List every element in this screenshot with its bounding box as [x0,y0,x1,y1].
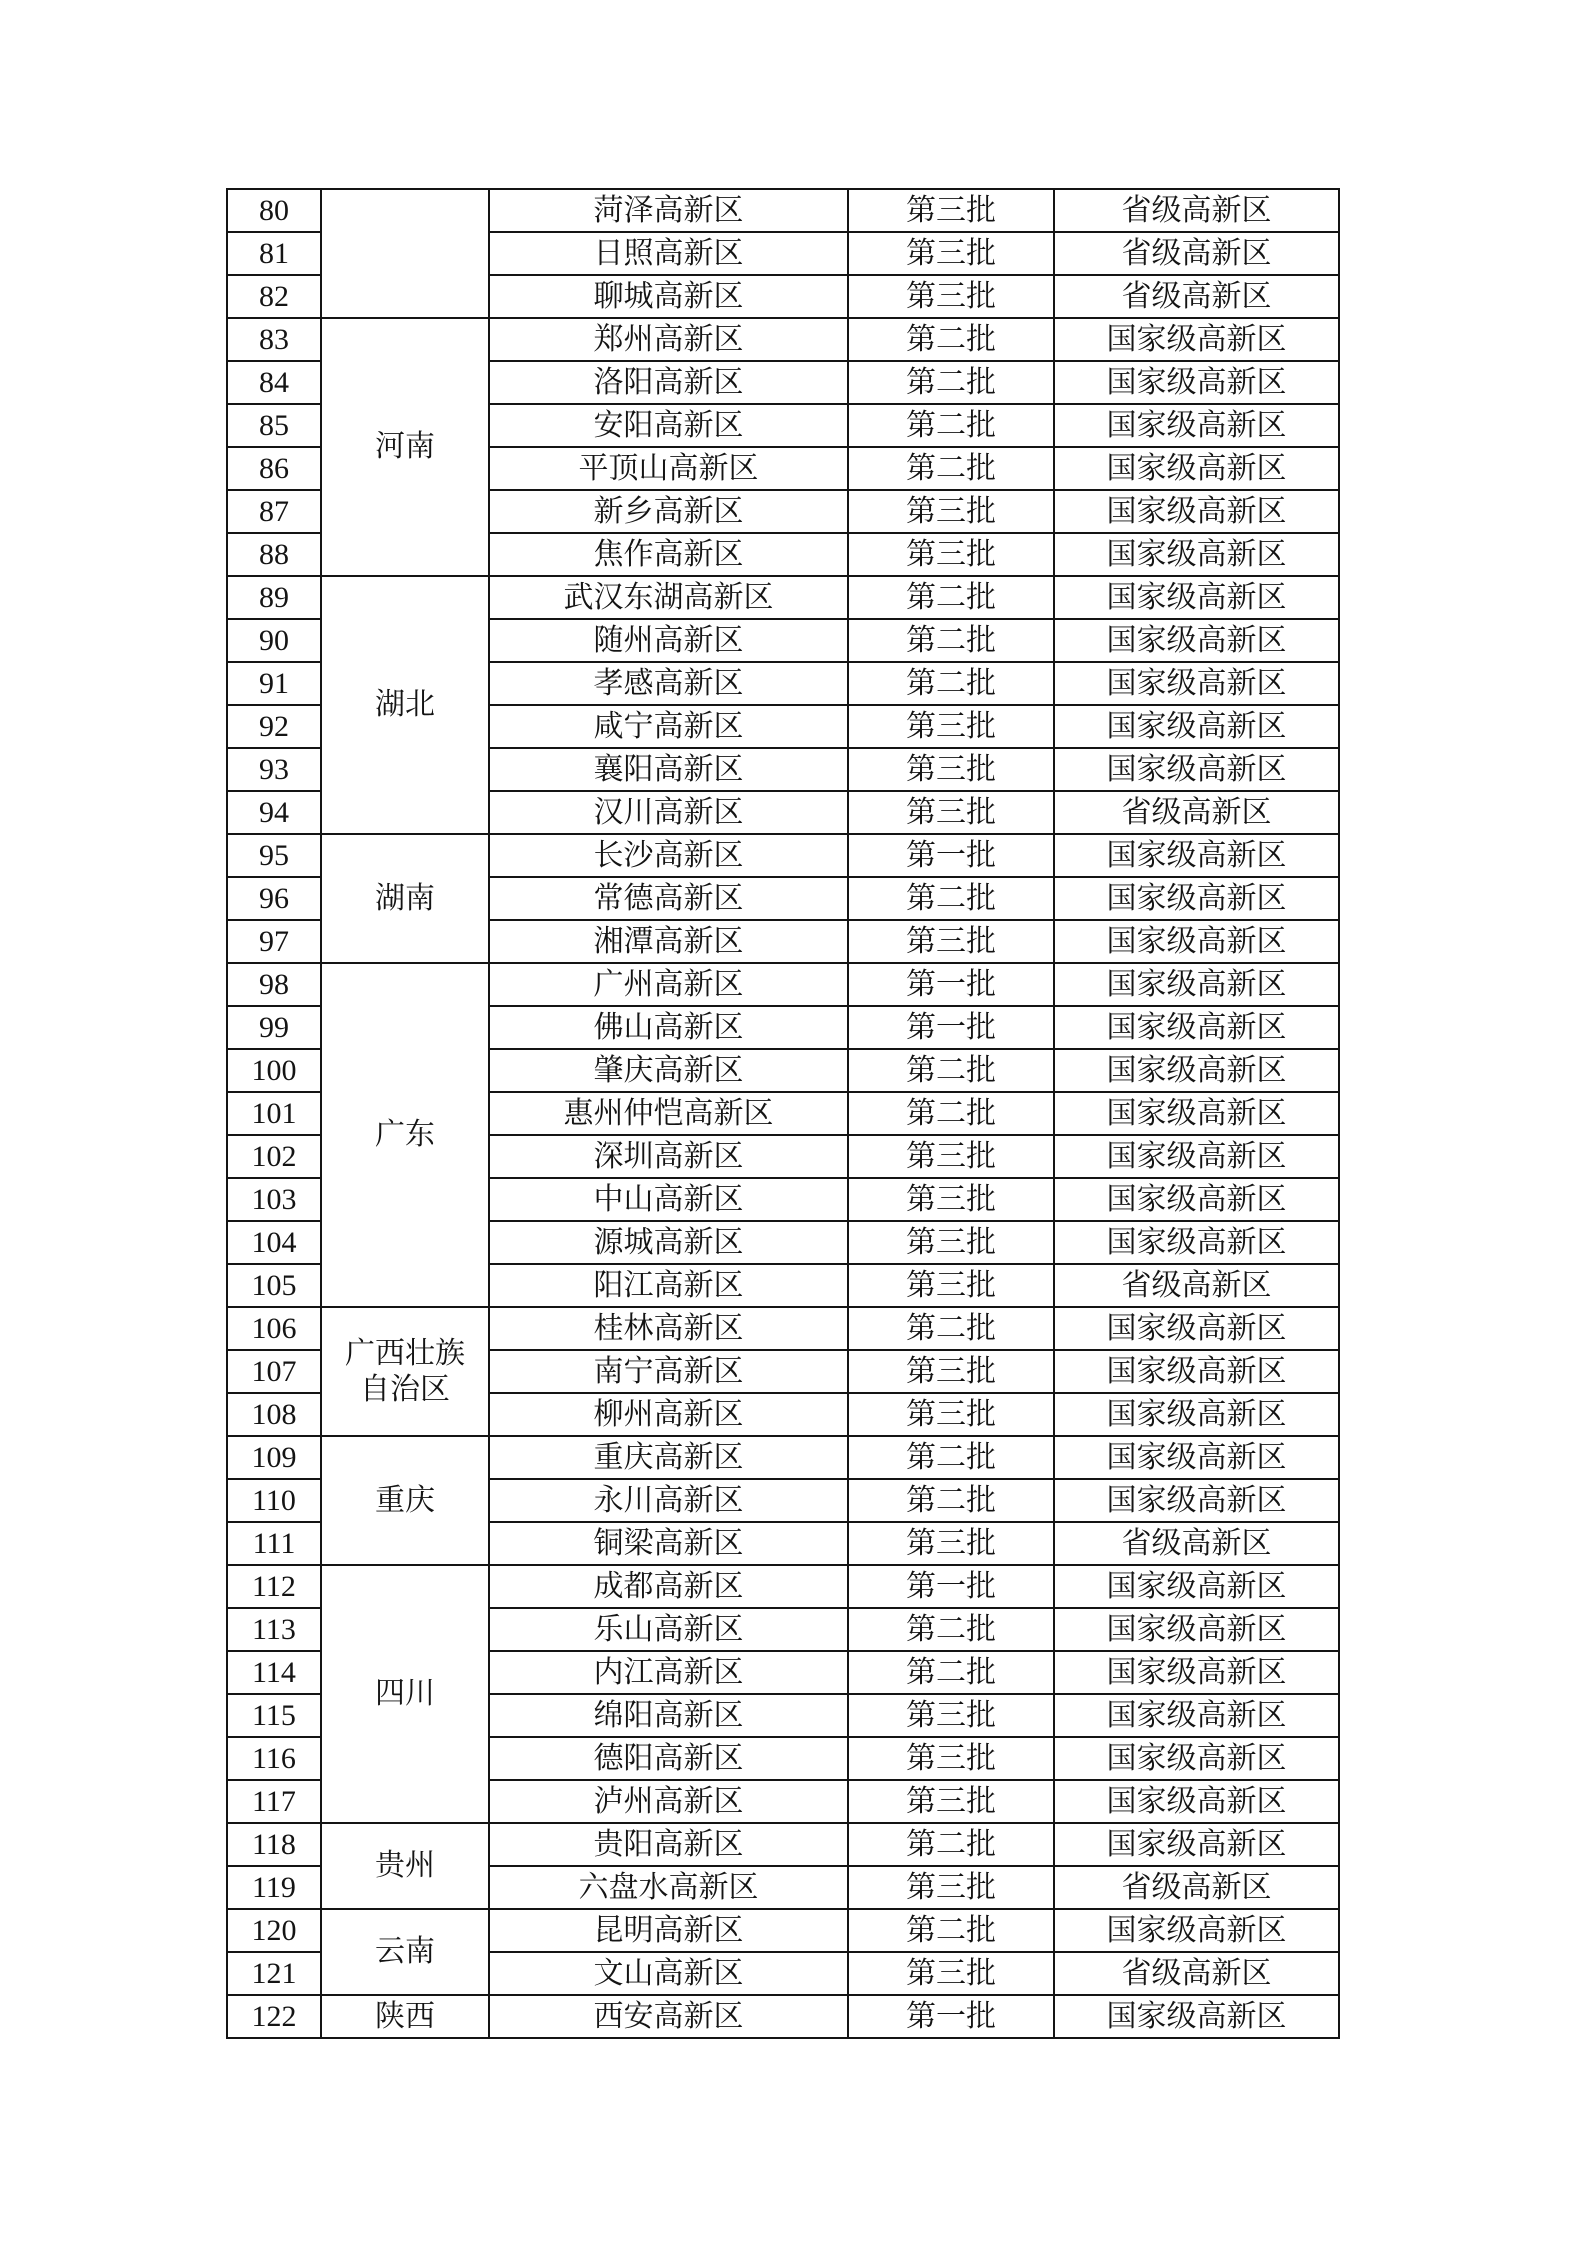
row-number-cell: 111 [227,1522,321,1565]
province-cell [321,189,489,318]
level-cell: 国家级高新区 [1054,1221,1339,1264]
zone-name-cell: 西安高新区 [489,1995,848,2038]
row-number-cell: 85 [227,404,321,447]
row-number-cell: 116 [227,1737,321,1780]
batch-cell: 第二批 [848,361,1054,404]
row-number-cell: 118 [227,1823,321,1866]
zone-name-cell: 随州高新区 [489,619,848,662]
level-cell: 国家级高新区 [1054,1694,1339,1737]
zone-name-cell: 铜梁高新区 [489,1522,848,1565]
zone-name-cell: 成都高新区 [489,1565,848,1608]
batch-cell: 第三批 [848,232,1054,275]
row-number-cell: 88 [227,533,321,576]
level-cell: 省级高新区 [1054,189,1339,232]
batch-cell: 第二批 [848,1049,1054,1092]
zone-name-cell: 深圳高新区 [489,1135,848,1178]
batch-cell: 第二批 [848,576,1054,619]
level-cell: 省级高新区 [1054,275,1339,318]
hightech-zones-table [226,188,1340,2039]
level-cell: 国家级高新区 [1054,1178,1339,1221]
batch-cell: 第二批 [848,1909,1054,1952]
province-cell: 广西壮族自治区 [321,1307,489,1436]
batch-cell: 第二批 [848,404,1054,447]
batch-cell: 第二批 [848,1092,1054,1135]
level-cell: 国家级高新区 [1054,877,1339,920]
zone-name-cell: 源城高新区 [489,1221,848,1264]
level-cell: 国家级高新区 [1054,1006,1339,1049]
zone-name-cell: 内江高新区 [489,1651,848,1694]
table-row [227,1823,1339,1866]
level-cell: 国家级高新区 [1054,1565,1339,1608]
batch-cell: 第二批 [848,877,1054,920]
batch-cell: 第三批 [848,791,1054,834]
zone-name-cell: 日照高新区 [489,232,848,275]
zone-name-cell: 德阳高新区 [489,1737,848,1780]
level-cell: 国家级高新区 [1054,1135,1339,1178]
row-number-cell: 109 [227,1436,321,1479]
province-cell: 陕西 [321,1995,489,2038]
batch-cell: 第二批 [848,447,1054,490]
batch-cell: 第三批 [848,1264,1054,1307]
level-cell: 国家级高新区 [1054,748,1339,791]
row-number-cell: 95 [227,834,321,877]
table-row [227,1995,1339,2038]
row-number-cell: 80 [227,189,321,232]
zone-name-cell: 新乡高新区 [489,490,848,533]
zone-name-cell: 常德高新区 [489,877,848,920]
level-cell: 国家级高新区 [1054,1479,1339,1522]
row-number-cell: 89 [227,576,321,619]
row-number-cell: 112 [227,1565,321,1608]
batch-cell: 第三批 [848,1866,1054,1909]
zone-name-cell: 绵阳高新区 [489,1694,848,1737]
row-number-cell: 87 [227,490,321,533]
row-number-cell: 121 [227,1952,321,1995]
zone-name-cell: 洛阳高新区 [489,361,848,404]
row-number-cell: 83 [227,318,321,361]
zone-name-cell: 肇庆高新区 [489,1049,848,1092]
row-number-cell: 103 [227,1178,321,1221]
level-cell: 国家级高新区 [1054,834,1339,877]
level-cell: 国家级高新区 [1054,1995,1339,2038]
batch-cell: 第三批 [848,275,1054,318]
zone-name-cell: 重庆高新区 [489,1436,848,1479]
row-number-cell: 84 [227,361,321,404]
row-number-cell: 117 [227,1780,321,1823]
zone-name-cell: 汉川高新区 [489,791,848,834]
batch-cell: 第三批 [848,1178,1054,1221]
row-number-cell: 113 [227,1608,321,1651]
level-cell: 国家级高新区 [1054,662,1339,705]
batch-cell: 第二批 [848,1436,1054,1479]
row-number-cell: 107 [227,1350,321,1393]
row-number-cell: 106 [227,1307,321,1350]
level-cell: 国家级高新区 [1054,963,1339,1006]
zone-name-cell: 武汉东湖高新区 [489,576,848,619]
row-number-cell: 102 [227,1135,321,1178]
level-cell: 国家级高新区 [1054,1307,1339,1350]
batch-cell: 第一批 [848,1995,1054,2038]
batch-cell: 第二批 [848,1651,1054,1694]
row-number-cell: 97 [227,920,321,963]
batch-cell: 第二批 [848,1479,1054,1522]
level-cell: 国家级高新区 [1054,576,1339,619]
table-row [227,1909,1339,1952]
zone-name-cell: 湘潭高新区 [489,920,848,963]
zone-name-cell: 乐山高新区 [489,1608,848,1651]
level-cell: 省级高新区 [1054,1522,1339,1565]
level-cell: 国家级高新区 [1054,1651,1339,1694]
zone-name-cell: 郑州高新区 [489,318,848,361]
table-row [227,318,1339,361]
zone-name-cell: 菏泽高新区 [489,189,848,232]
level-cell: 国家级高新区 [1054,1049,1339,1092]
province-cell: 河南 [321,318,489,576]
row-number-cell: 100 [227,1049,321,1092]
level-cell: 国家级高新区 [1054,361,1339,404]
batch-cell: 第三批 [848,533,1054,576]
level-cell: 国家级高新区 [1054,1608,1339,1651]
level-cell: 国家级高新区 [1054,1909,1339,1952]
batch-cell: 第三批 [848,920,1054,963]
zone-name-cell: 咸宁高新区 [489,705,848,748]
level-cell: 国家级高新区 [1054,1393,1339,1436]
row-number-cell: 92 [227,705,321,748]
level-cell: 国家级高新区 [1054,1737,1339,1780]
row-number-cell: 101 [227,1092,321,1135]
province-cell: 贵州 [321,1823,489,1909]
batch-cell: 第三批 [848,1135,1054,1178]
zone-name-cell: 焦作高新区 [489,533,848,576]
zone-name-cell: 广州高新区 [489,963,848,1006]
row-number-cell: 93 [227,748,321,791]
batch-cell: 第三批 [848,1221,1054,1264]
zone-name-cell: 聊城高新区 [489,275,848,318]
row-number-cell: 91 [227,662,321,705]
level-cell: 省级高新区 [1054,1952,1339,1995]
table-row [227,189,1339,232]
level-cell: 国家级高新区 [1054,920,1339,963]
row-number-cell: 81 [227,232,321,275]
zone-name-cell: 惠州仲恺高新区 [489,1092,848,1135]
level-cell: 国家级高新区 [1054,490,1339,533]
batch-cell: 第二批 [848,662,1054,705]
row-number-cell: 98 [227,963,321,1006]
row-number-cell: 82 [227,275,321,318]
zone-name-cell: 昆明高新区 [489,1909,848,1952]
level-cell: 国家级高新区 [1054,404,1339,447]
batch-cell: 第二批 [848,1307,1054,1350]
row-number-cell: 114 [227,1651,321,1694]
row-number-cell: 86 [227,447,321,490]
province-cell: 重庆 [321,1436,489,1565]
level-cell: 省级高新区 [1054,232,1339,275]
province-cell: 湖北 [321,576,489,834]
province-cell: 云南 [321,1909,489,1995]
zone-name-cell: 贵阳高新区 [489,1823,848,1866]
zone-name-cell: 襄阳高新区 [489,748,848,791]
batch-cell: 第三批 [848,1780,1054,1823]
batch-cell: 第一批 [848,1006,1054,1049]
row-number-cell: 115 [227,1694,321,1737]
level-cell: 国家级高新区 [1054,1436,1339,1479]
zone-name-cell: 南宁高新区 [489,1350,848,1393]
table-row [227,834,1339,877]
batch-cell: 第三批 [848,705,1054,748]
zone-name-cell: 桂林高新区 [489,1307,848,1350]
batch-cell: 第二批 [848,1608,1054,1651]
table-row [227,1436,1339,1479]
zone-name-cell: 平顶山高新区 [489,447,848,490]
row-number-cell: 110 [227,1479,321,1522]
batch-cell: 第三批 [848,1952,1054,1995]
batch-cell: 第三批 [848,1694,1054,1737]
level-cell: 国家级高新区 [1054,447,1339,490]
batch-cell: 第三批 [848,1350,1054,1393]
level-cell: 国家级高新区 [1054,619,1339,662]
batch-cell: 第二批 [848,619,1054,662]
level-cell: 省级高新区 [1054,1264,1339,1307]
batch-cell: 第三批 [848,490,1054,533]
batch-cell: 第一批 [848,834,1054,877]
zone-name-cell: 永川高新区 [489,1479,848,1522]
zone-name-cell: 安阳高新区 [489,404,848,447]
row-number-cell: 120 [227,1909,321,1952]
zone-name-cell: 佛山高新区 [489,1006,848,1049]
level-cell: 国家级高新区 [1054,1350,1339,1393]
zone-name-cell: 长沙高新区 [489,834,848,877]
level-cell: 国家级高新区 [1054,1780,1339,1823]
zone-name-cell: 文山高新区 [489,1952,848,1995]
zone-name-cell: 中山高新区 [489,1178,848,1221]
level-cell: 国家级高新区 [1054,318,1339,361]
row-number-cell: 104 [227,1221,321,1264]
zone-name-cell: 泸州高新区 [489,1780,848,1823]
hightech-zones-table-body [227,189,1339,2038]
table-row [227,963,1339,1006]
level-cell: 国家级高新区 [1054,705,1339,748]
batch-cell: 第三批 [848,1393,1054,1436]
row-number-cell: 96 [227,877,321,920]
row-number-cell: 99 [227,1006,321,1049]
zone-name-cell: 孝感高新区 [489,662,848,705]
row-number-cell: 94 [227,791,321,834]
table-row [227,576,1339,619]
batch-cell: 第三批 [848,189,1054,232]
level-cell: 国家级高新区 [1054,1092,1339,1135]
province-cell: 广东 [321,963,489,1307]
zone-name-cell: 阳江高新区 [489,1264,848,1307]
level-cell: 省级高新区 [1054,1866,1339,1909]
zone-name-cell: 柳州高新区 [489,1393,848,1436]
province-cell: 湖南 [321,834,489,963]
province-cell: 四川 [321,1565,489,1823]
batch-cell: 第二批 [848,1823,1054,1866]
level-cell: 国家级高新区 [1054,1823,1339,1866]
level-cell: 国家级高新区 [1054,533,1339,576]
batch-cell: 第二批 [848,318,1054,361]
row-number-cell: 122 [227,1995,321,2038]
row-number-cell: 108 [227,1393,321,1436]
batch-cell: 第三批 [848,1737,1054,1780]
batch-cell: 第一批 [848,1565,1054,1608]
table-row [227,1565,1339,1608]
row-number-cell: 90 [227,619,321,662]
batch-cell: 第三批 [848,1522,1054,1565]
batch-cell: 第一批 [848,963,1054,1006]
zone-name-cell: 六盘水高新区 [489,1866,848,1909]
batch-cell: 第三批 [848,748,1054,791]
row-number-cell: 119 [227,1866,321,1909]
level-cell: 省级高新区 [1054,791,1339,834]
table-row [227,1307,1339,1350]
row-number-cell: 105 [227,1264,321,1307]
